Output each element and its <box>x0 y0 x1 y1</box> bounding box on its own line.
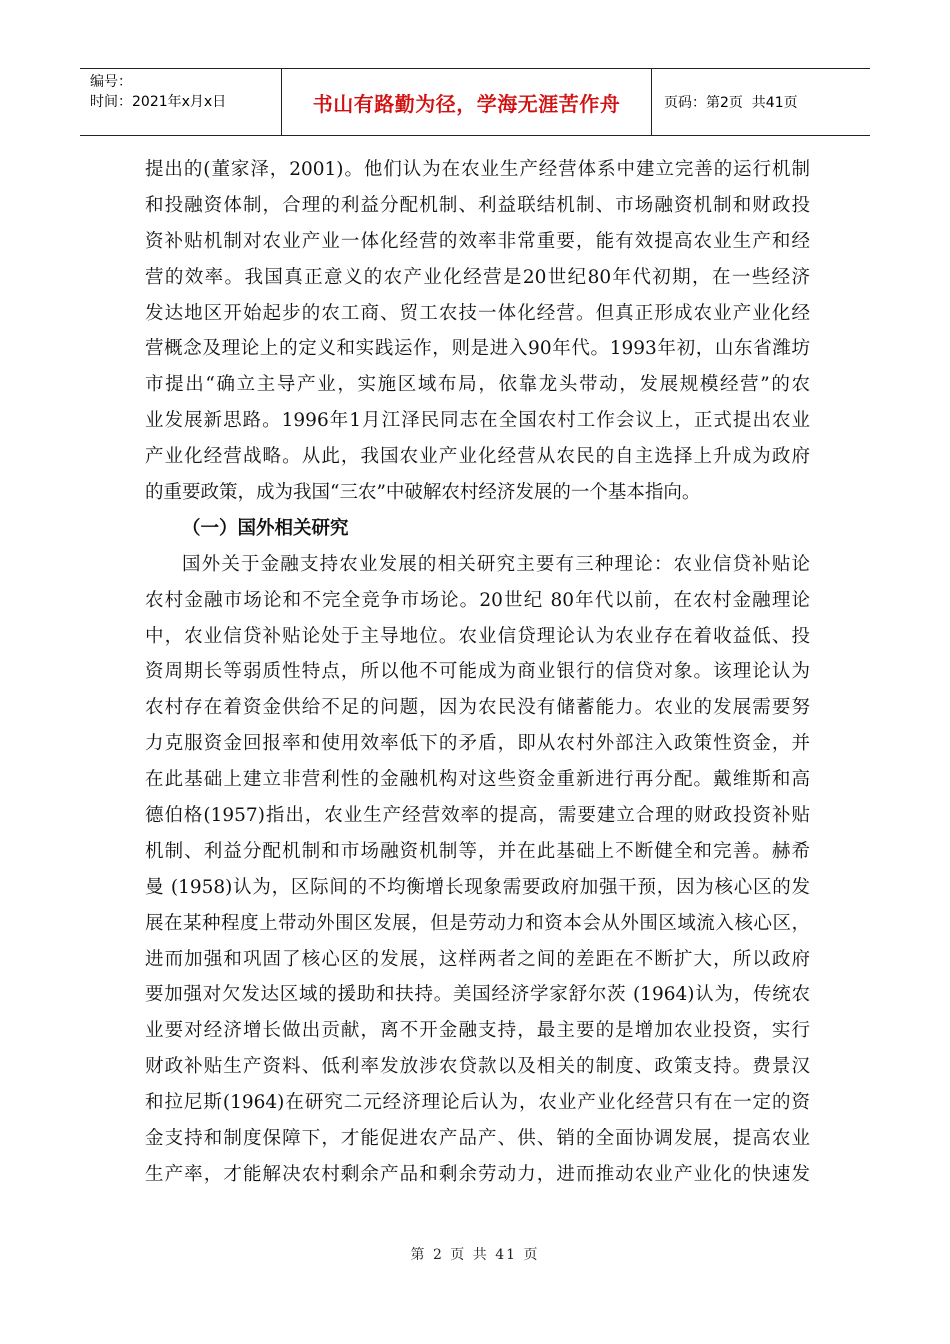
paragraph-line: 业要对经济增长做出贡献，离不开金融支持，最主要的是增加农业投资，实行 <box>145 1020 810 1042</box>
document-date: 时间：2021年x月x日 <box>90 94 227 110</box>
paragraph-line: 展在某种程度上带动外围区发展，但是劳动力和资本会从外围区域流入核心区， <box>145 912 810 934</box>
paragraph-line: 产业化经营战略。从此，我国农业产业化经营从农民的自主选择上升成为政府 <box>145 446 810 468</box>
page-header <box>80 68 870 136</box>
paragraph-line: 农村金融市场论和不完全竞争市场论。20世纪 80年代以前，在农村金融理论 <box>145 589 810 611</box>
paragraph-line: 资周期长等弱质性特点，所以他不可能成为商业银行的信贷对象。该理论认为 <box>145 661 810 683</box>
paragraph-line: 和拉尼斯(1964)在研究二元经济理论后认为，农业产业化经营只有在一定的资 <box>145 1092 810 1114</box>
header-meta <box>80 69 282 135</box>
paragraph-line: 农村存在着资金供给不足的问题，因为农民没有储蓄能力。农业的发展需要努 <box>145 697 810 719</box>
paragraph-line: 在此基础上建立非营利性的金融机构对这些资金重新进行再分配。戴维斯和高 <box>145 769 810 791</box>
paragraph-line: 市提出“确立主导产业，实施区域布局，依靠龙头带动，发展规模经营”的农 <box>145 374 810 396</box>
page-footer: 第 2 页 共 41 页 <box>410 1247 540 1263</box>
paragraph-line: 提出的(董家泽，2001)。他们认为在农业生产经营体系中建立完善的运行机制 <box>145 159 810 180</box>
section-heading: （一）国外相关研究 <box>182 517 349 539</box>
paragraph-line: 力克服资金回报率和使用效率低下的矛盾，即从农村外部注入政策性资金，并 <box>145 733 810 755</box>
paragraph-line: 生产率，才能解决农村剩余产品和剩余劳动力，进而推动农业产业化的快速发 <box>145 1163 810 1185</box>
paragraph-line: 的重要政策，成为我国“三农”中破解农村经济发展的一个基本指向。 <box>145 482 701 504</box>
header-motto: 书山有路勤为径，学海无涯苦作舟 <box>282 69 652 135</box>
paragraph-line: 营概念及理论上的定义和实践运作，则是进入90年代。1993年初，山东省潍坊 <box>145 338 810 360</box>
page-info-text: 页码：第2页 共41页 <box>664 95 798 111</box>
paragraph-line: 和投融资体制，合理的利益分配机制、利益联结机制、市场融资机制和财政投 <box>145 194 810 216</box>
paragraph-line: 进而加强和巩固了核心区的发展，这样两者之间的差距在不断扩大，所以政府 <box>145 948 810 970</box>
paragraph-line: 机制、利益分配机制和市场融资机制等，并在此基础上不断健全和完善。赫希 <box>145 840 810 862</box>
paragraph-line: 金支持和制度保障下，才能促进农产品产、供、销的全面协调发展，提高农业 <box>145 1128 810 1150</box>
paragraph-line: 要加强对欠发达区域的援助和扶持。美国经济学家舒尔茨 (1964)认为，传统农 <box>145 984 810 1006</box>
paragraph-line: 国外关于金融支持农业发展的相关研究主要有三种理论：农业信贷补贴论 <box>182 553 810 575</box>
paragraph-line: 曼 (1958)认为，区际间的不均衡增长现象需要政府加强干预，因为核心区的发 <box>145 876 810 898</box>
paragraph-line: 德伯格(1957)指出，农业生产经营效率的提高，需要建立合理的财政投资补贴 <box>145 805 810 827</box>
paragraph-line: 营的效率。我国真正意义的农产业化经营是20世纪80年代初期，在一些经济 <box>145 266 810 288</box>
paragraph-line: 业发展新思路。1996年1月江泽民同志在全国农村工作会议上，正式提出农业 <box>145 410 810 432</box>
paragraph-line: 发达地区开始起步的农工商、贸工农技一体化经营。但真正形成农业产业化经 <box>145 302 810 324</box>
body-text <box>145 152 810 1193</box>
paragraph-line: 资补贴机制对农业产业一体化经营的效率非常重要，能有效提高农业生产和经 <box>145 230 810 252</box>
paragraph-line: 中，农业信贷补贴论处于主导地位。农业信贷理论认为农业存在着收益低、投 <box>145 625 810 647</box>
paragraph-line: 财政补贴生产资料、低利率发放涉农贷款以及相关的制度、政策支持。费景汉 <box>145 1056 810 1078</box>
header-page-info <box>652 69 870 135</box>
document-number-label: 编号： <box>90 74 132 90</box>
